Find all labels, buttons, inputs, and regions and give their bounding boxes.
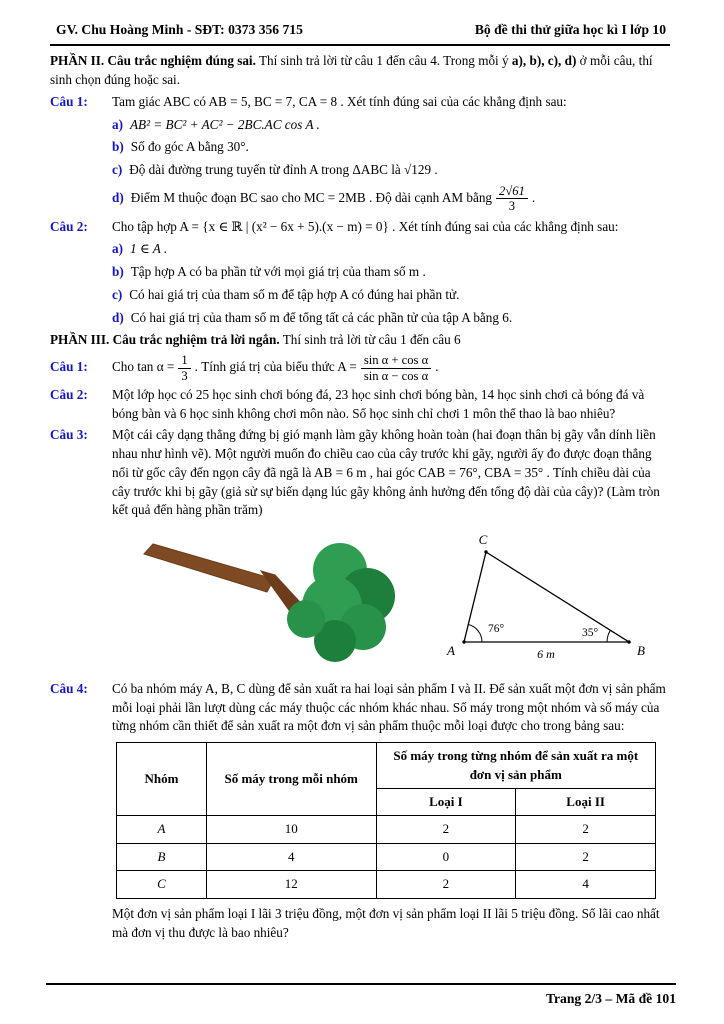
statement-label: b) [112, 264, 124, 280]
part2-question-1 [50, 93, 670, 112]
question-text: Một cái cây dạng thẳng đứng bị gió mạnh làm gãy không hoàn toàn (hai đoạn thân bị gãy vẫn dính liền nhau như hình vẽ). Một người muốn đo chiều cao của cây trước khi gãy, người ấy đo được đoạn thẳng nối từ gốc cây đến ngọn cây đã ngã là AB = 6 m , hai góc CAB = 76°, CBA = 35° . Tính chiều dài của cây trước khi bị gãy (giả sử sự biến dạng lúc gãy không ảnh hưởng đến tổng độ dài của cây)? (Làm tròn kết quả đến hàng phần trăm) [112, 427, 660, 518]
cell-type2: 4 [516, 871, 656, 898]
question-text: Có ba nhóm máy A, B, C dùng để sản xuất ra hai loại sản phẩm I và II. Để sản xuất một đơn vị sản phẩm mỗi loại phải lần lượt dùng các máy thuộc các nhóm khác nhau. Số máy trong một nhóm và số máy của từng nhóm cần thiết để sản xuất ra một đơn vị sản phẩm thuộc mỗi loại được cho trong bảng sau: [112, 680, 666, 734]
vertex-label-c: C [478, 532, 488, 548]
part3-intro: Thí sinh trả lời từ câu 1 đến câu 6 [279, 332, 461, 348]
page-header [50, 20, 670, 46]
column-header-group: Nhóm [117, 743, 207, 816]
part2-q2-statement-a [50, 240, 670, 259]
part2-intro-1: Thí sinh trả lời từ câu 1 đến câu 4. Trong mỗi ý [255, 53, 512, 69]
question-text [112, 353, 670, 383]
vertex-point-b [627, 640, 630, 643]
statement-text: Tập hợp A có ba phần tử với mọi giá trị của tham số m . [130, 264, 426, 280]
statement-label: b) [112, 139, 124, 155]
statement-label: d) [112, 309, 124, 325]
page-footer [46, 983, 676, 1008]
statement-label: c) [112, 161, 123, 177]
part3-question-3 [50, 426, 670, 520]
cell-group: B [117, 843, 207, 870]
question-text: Một lớp học có 25 học sinh chơi bóng đá, 23 học sinh chơi bóng bàn, 14 học sinh chơi cả bóng đá và bóng bàn và 6 học sinh không chơi môn nào. Số học sinh chỉ chơi 1 môn thể thao là bao nhiêu? [112, 386, 645, 421]
table-row [117, 816, 656, 843]
instructor-info: GV. Chu Hoàng Minh - SĐT: 0373 356 715 [56, 22, 303, 37]
statement-text: Có hai giá trị của tham số m để tập hợp A có đúng hai phần tử. [129, 286, 460, 302]
statement-label: a) [112, 116, 123, 132]
cell-type1: 0 [376, 843, 516, 870]
part3-q4-followup: Một đơn vị sản phẩm loại I lãi 3 triệu đồng, một đơn vị sản phẩm loại II lãi 5 triệu đồng. Số lãi cao nhất mà đơn vị thu được là bao nhiêu? [112, 905, 660, 940]
fraction-numerator: 2√61 [496, 184, 528, 199]
column-header-machines: Số máy trong mỗi nhóm [206, 743, 376, 816]
cell-machines: 12 [206, 871, 376, 898]
column-header-type2: Loại II [516, 788, 656, 815]
table-row [117, 871, 656, 898]
part2-title: PHẦN II. Câu trắc nghiệm đúng sai. [50, 53, 256, 69]
fraction-denominator: 3 [508, 199, 516, 214]
fraction-numerator: 1 [178, 353, 190, 368]
triangle-diagram [446, 532, 645, 661]
table-row [117, 843, 656, 870]
part2-heading [50, 52, 670, 89]
fraction [496, 184, 528, 214]
vertex-label-b: B [637, 643, 645, 659]
cau3-figure [134, 524, 670, 676]
figure-canvas [134, 524, 654, 670]
cell-type1: 2 [376, 816, 516, 843]
cell-type1: 2 [376, 871, 516, 898]
cell-type2: 2 [516, 816, 656, 843]
part2-q1-statement-b [50, 138, 670, 157]
part3-question-1 [50, 353, 670, 383]
cell-group: C [117, 871, 207, 898]
part3-title: PHẦN III. Câu trắc nghiệm trả lời ngắn. [50, 332, 280, 348]
angle-arc-b [607, 630, 610, 642]
angle-label-b: 35° [581, 627, 599, 640]
statement-text: Có hai giá trị của tham số m để tổng tất cả các phần tử của tập A bằng 6. [130, 309, 513, 325]
part3-heading [50, 331, 670, 350]
statement-text [131, 184, 535, 214]
machine-groups-table [116, 742, 656, 899]
cell-machines: 4 [206, 843, 376, 870]
question-text: Cho tập hợp A = {x ∈ ℝ | (x² − 6x + 5).(x − m) = 0} . Xét tính đúng sai của các khẳng định sau: [112, 218, 619, 234]
statement-label: d) [112, 189, 124, 205]
exam-series-title: Bộ đề thi thử giữa học kì I lớp 10 [474, 22, 666, 37]
part2-intro-options: a), b), c), d) [511, 53, 577, 69]
part2-intro-2: ở mỗi câu, thí sinh chọn đúng hoặc sai. [50, 53, 653, 88]
statement-text: AB² = BC² + AC² − 2BC.AC cos A . [130, 116, 320, 132]
cell-type2: 2 [516, 843, 656, 870]
part2-q1-statement-c [50, 161, 670, 180]
vertex-point-a [462, 640, 465, 643]
angle-arc-a [468, 625, 482, 643]
fraction-numerator: sin α + cos α [361, 353, 431, 368]
part3-question-2 [50, 386, 670, 423]
vertex-point-c [484, 550, 487, 553]
statement-text: Độ dài đường trung tuyến từ đỉnh A trong ΔABC là √129 . [129, 161, 438, 177]
question-label: Câu 2: [50, 386, 88, 402]
part2-q2-statement-d [50, 309, 670, 328]
statement-text-pre: Điểm M thuộc đoạn BC sao cho MC = 2MB . Độ dài cạnh AM bằng [130, 189, 493, 205]
broken-tree-illustration [144, 543, 395, 662]
base-length-label: 6 m [537, 647, 555, 662]
statement-text: Số đo góc A bằng 30°. [130, 139, 249, 155]
question-label: Câu 4: [50, 680, 88, 696]
part2-q2-statement-b [50, 263, 670, 282]
table-header-row [117, 743, 656, 789]
tree-foliage [287, 600, 325, 638]
question-label: Câu 1: [50, 359, 88, 375]
column-header-products: Số máy trong từng nhóm để sản xuất ra một đơn vị sản phẩm [376, 743, 655, 789]
question-text-pre: Cho tan α = [112, 359, 175, 375]
cell-group: A [117, 816, 207, 843]
page-number: Trang 2/3 – Mã đề 101 [545, 990, 676, 1006]
statement-text: 1 ∈ A . [130, 241, 168, 257]
part3-question-4 [50, 680, 670, 736]
vertex-label-a: A [447, 643, 455, 659]
tree-trunk-upper-segment [144, 544, 274, 592]
part2-q2-statement-c [50, 286, 670, 305]
fraction-denominator: 3 [181, 368, 188, 383]
column-header-type1: Loại I [376, 788, 516, 815]
part2-q1-statement-d [50, 184, 670, 214]
angle-label-a: 76° [488, 623, 505, 636]
question-text: Tam giác ABC có AB = 5, BC = 7, CA = 8 . Xét tính đúng sai của các khẳng định sau: [112, 93, 567, 109]
question-text-mid: . Tính giá trị của biểu thức A = [194, 359, 357, 375]
part2-question-2 [50, 218, 670, 237]
question-label: Câu 2: [50, 218, 88, 234]
statement-label: c) [112, 286, 123, 302]
statement-label: a) [112, 241, 123, 257]
cell-machines: 10 [206, 816, 376, 843]
fraction-denominator: sin α − cos α [363, 368, 429, 383]
fraction [361, 353, 431, 383]
statement-text-post: . [531, 189, 536, 205]
question-label: Câu 1: [50, 93, 88, 109]
question-label: Câu 3: [50, 427, 88, 443]
part2-q1-statement-a [50, 116, 670, 135]
question-text-post: . [435, 359, 439, 375]
fraction [178, 353, 190, 383]
